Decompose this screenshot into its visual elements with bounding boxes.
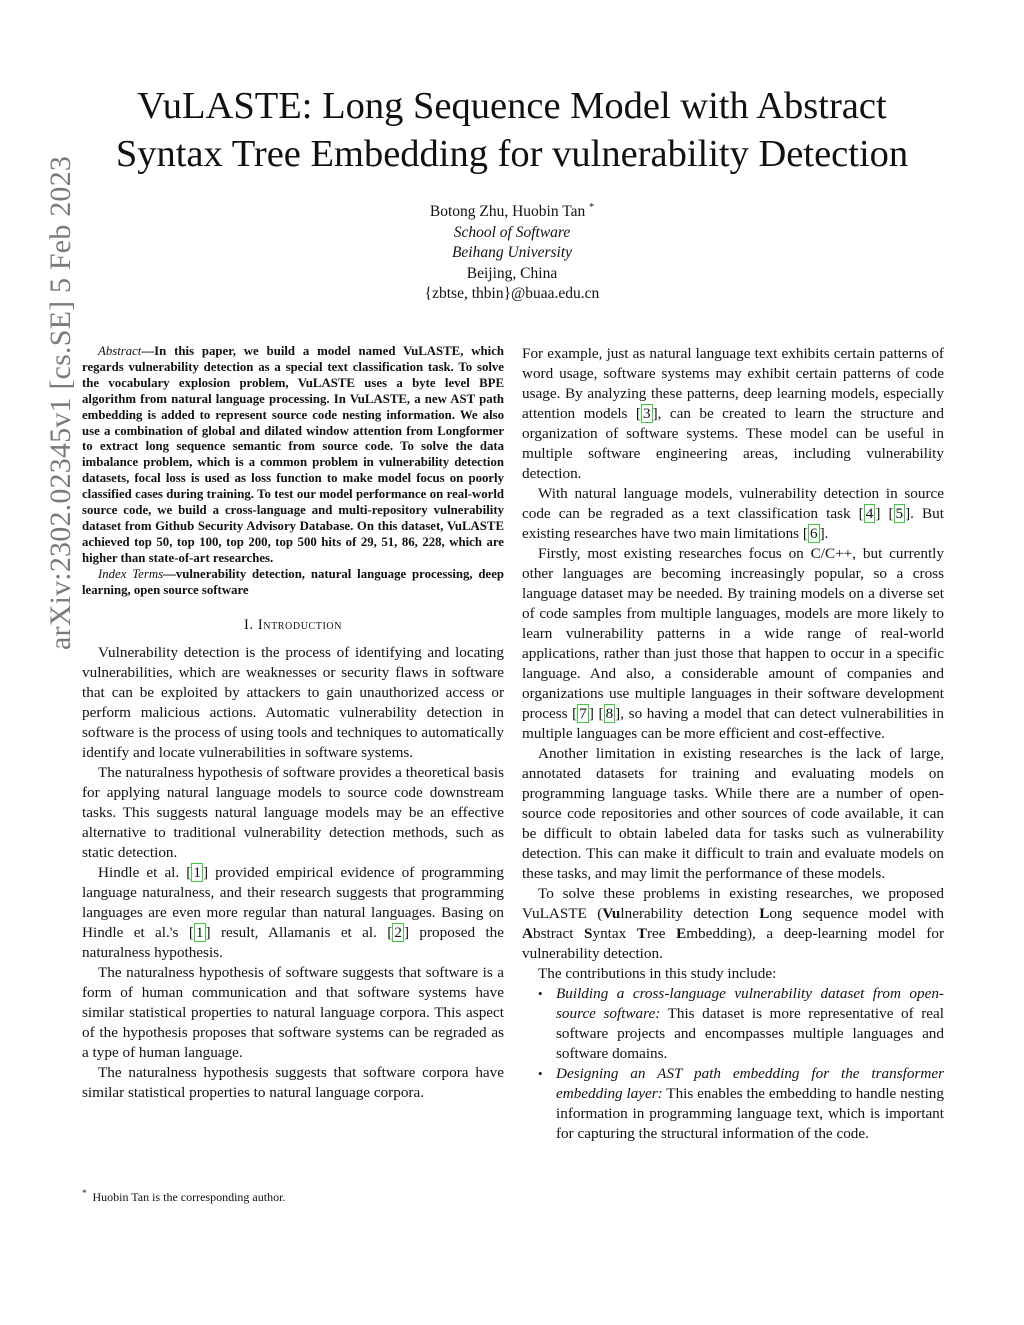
footnote-mark: * <box>82 1188 87 1198</box>
citation-link[interactable]: 4 <box>865 505 874 522</box>
author-names: Botong Zhu, Huobin Tan <box>429 203 586 220</box>
text-span: provided empirical evidence of programming language naturalness, and their research suggests that programming languages are even more regular than natural languages. Basing on Hindle et al.'s <box>82 863 504 941</box>
contribution-text: This enables the embedding to handle nesting information in programming language text, which is important for capturing the structural information of the code. <box>556 1085 944 1142</box>
text-span: For example, just as natural language text exhibits certain patterns of word usage, software systems may exhibit certain patterns of code usage. By analyzing these patterns, deep learning models, especially attention models <box>522 345 944 422</box>
intro-paragraph-4: The naturalness hypothesis of software suggests that software is a form of human communication and that software systems have similar statistical properties to natural language corpora. This aspect of the hypothesis proposes that software systems can be regraded as a type of human language. <box>82 963 504 1061</box>
location: Beijing, China <box>466 264 558 282</box>
contribution-text: This dataset is more representative of real software projects and encompasses multiple languages and software domains. <box>556 1005 944 1062</box>
text-span: result, Allamanis et al. <box>210 923 388 941</box>
university: Beihang University <box>451 244 573 262</box>
text-span: ong sequence model with <box>769 905 944 922</box>
list-item <box>522 1064 944 1144</box>
intro-paragraph-1: Vulnerability detection is the process of identifying and locating vulnerabilities, which are weaknesses or security flaws in software that can be exploited by attackers to gain unauthorized access or perform malicious actions. Automatic vulnerability detection in software is the process of using tools and techniques to automatically identify and locate vulnerabilities in software systems. <box>82 643 504 761</box>
contribution-lead: Building a cross-language vulnerability dataset from open-source software: <box>556 985 944 1022</box>
author-names-line <box>200 202 824 223</box>
left-column <box>82 344 504 1103</box>
abstract-paragraph <box>82 344 504 567</box>
intro-paragraph-6: For example, just as natural language text exhibits certain patterns of word usage, software systems may exhibit certain patterns of code usage. By analyzing these patterns, deep learning models, especially attention models [ 3 ], can be created to learn the structure and organization of software systems. These model can be useful in multiple software engineering areas, including vulnerability detection. <box>522 345 944 482</box>
abstract-text: —In this paper, we build a model named VuLASTE, which regards vulnerability detection as a special text classification task. To solve the vocabulary explosion problem, VuLASTE uses a byte level BPE algorithm from natural language processing. In VuLASTE, a new AST path embedding is added to represent source code nesting information. We also use a combination of global and dilated window attention from Longformer to extract long sequence semantic from source code. To solve the data imbalance problem, which is a common problem in vulnerability detection datasets, focal loss is used as loss function to make model focus on poorly classified cases during training. To test our model performance on real-world source code, we build a cross-language and multi-repository vulnerability dataset from Github Security Advisory Database. On this dataset, VuLASTE achieved top 50, top 100, top 200, top 500 hits of 29, 51, 86, 228, which are higher than state-of-art researches. <box>82 344 504 565</box>
citation-link[interactable]: 3 <box>642 405 651 422</box>
citation-link[interactable]: 2 <box>394 923 402 941</box>
citation-link[interactable]: 7 <box>579 705 587 722</box>
section-heading-introduction: I. Introduction <box>243 616 343 633</box>
text-span: Firstly, most existing researches focus on C/C++, but currently other languages are becoming increasingly popular, so a cross language dataset may be needed. By training models on a diverse set of code samples from multiple languages, models are more likely to learn vulnerability patterns in a wide range of real-world applications, rather than just those that happen to occur in a specific language. And also, a considerable amount of companies and organizations use multiple languages in their software development process <box>522 545 944 722</box>
arxiv-identifier: arXiv:2302.02345v1 [cs.SE] 5 Feb 2023 <box>44 155 77 650</box>
acronym-letter: A <box>522 925 533 942</box>
footnote-text: Huobin Tan is the corresponding author. <box>92 1190 286 1204</box>
footnote <box>82 1186 285 1205</box>
author-mark: * <box>589 201 595 213</box>
bullet-icon: • <box>538 1066 543 1081</box>
text-span: . <box>824 525 829 542</box>
citation-link[interactable]: 8 <box>605 705 614 722</box>
intro-paragraph-7: With natural language models, vulnerability detection in source code can be regraded as a text classification task [ 4 ] [ 5 ]. But existing researches have two main limitations [ 6 ]. <box>522 485 944 542</box>
text-span: With natural language models, vulnerability detection in source code can be regraded as a text classification task <box>522 485 944 522</box>
citation-link[interactable]: 5 <box>895 505 904 522</box>
intro-paragraph-11: The contributions in this study include: <box>538 965 777 982</box>
acronym-letter: S <box>584 925 593 942</box>
text-span: To solve these problems in existing researches, we proposed VuLASTE ( <box>522 885 944 922</box>
abstract-label: Abstract <box>98 344 142 358</box>
acronym-letter: E <box>676 925 687 942</box>
text-span: bstract <box>532 925 585 942</box>
school: School of Software <box>453 223 571 241</box>
intro-paragraph-8: Firstly, most existing researches focus on C/C++, but currently other languages are becoming increasingly popular, so a cross language dataset may be needed. By training models on a diverse set of code samples from multiple languages, models are more likely to learn vulnerability patterns in a wide range of real-world applications, rather than just those that happen to occur in a specific language. And also, a considerable amount of companies and organizations use multiple languages in their software development process [ 7 ] [ 8 ], so having a model that can detect vulnerabilities in multiple languages can be more efficient and cost-effective. <box>522 545 944 742</box>
index-terms-label: Index Terms <box>98 566 164 581</box>
title-line-2: Syntax Tree Embedding for vulnerability Detection <box>115 133 909 175</box>
list-item <box>522 984 944 1064</box>
contributions-list <box>522 984 944 1144</box>
intro-body-right <box>522 344 944 1144</box>
contribution-lead: Designing an AST path embedding for the transformer embedding layer: <box>556 1065 944 1102</box>
acronym-letter: T <box>636 925 647 942</box>
text-span: proposed the naturalness hypothesis. <box>82 923 505 961</box>
author-block <box>200 202 824 305</box>
index-terms-paragraph <box>82 567 504 599</box>
acronym-letter: L <box>759 905 770 922</box>
text-span: , so having a model that can detect vulnerabilities in multiple languages can be more efficient and cost-effective. <box>522 705 944 742</box>
acronym-letter: Vu <box>602 905 621 922</box>
email: {zbtse, thbin}@buaa.edu.cn <box>424 285 600 303</box>
text-span: mbedding), a deep-learning model for vulnerability detection. <box>522 925 945 962</box>
text-span: Hindle et al. <box>98 863 187 881</box>
intro-paragraph-2: The naturalness hypothesis of software provides a theoretical basis for applying natural language models to source code downstream tasks. This suggests natural language models may be an effective alternative to traditional vulnerability detection methods, such as static detection. <box>82 763 504 861</box>
index-terms-text: —vulnerability detection, natural language processing, deep learning, open source software <box>82 566 504 597</box>
citation-link[interactable]: 1 <box>195 923 204 941</box>
citation-link[interactable]: 1 <box>193 863 201 881</box>
title-line-1: VuLASTE: Long Sequence Model with Abstract <box>137 85 887 127</box>
text-span: , can be created to learn the structure and organization of software systems. These model can be useful in multiple software engineering areas, including vulnerability detection. <box>522 405 944 482</box>
bullet-icon: • <box>538 986 543 1001</box>
text-span: yntax <box>592 925 637 942</box>
abstract-block <box>82 344 504 599</box>
right-column <box>522 344 944 1144</box>
text-span <box>880 505 888 522</box>
intro-paragraph-9: Another limitation in existing researches is the lack of large, annotated datasets for training and evaluating models on programming language tasks. While there are a number of open-source code repositories and other sources of code available, it can be difficult to obtain labeled data for tasks such as vulnerability detection. This can make it difficult to train and evaluate models on these tasks, and may limit the performance of these models. <box>522 745 944 882</box>
intro-paragraph-10 <box>522 884 944 964</box>
text-span: . But existing researches have two main limitations <box>522 505 944 542</box>
intro-body-left <box>82 643 504 1103</box>
intro-paragraph-3: Hindle et al. [ 1 ] provided empirical evidence of programming language naturalness, and their research suggests that programming languages are even more regular than natural languages. Basing on Hindle et al.'s [ 1 ] result, Allamanis et al. [ 2 ] proposed the naturalness hypothesis. <box>82 863 505 961</box>
arxiv-sidebar <box>22 155 77 930</box>
citation-link[interactable]: 6 <box>809 525 818 542</box>
paper-title <box>60 82 964 178</box>
text-span: ree <box>646 925 677 942</box>
intro-paragraph-5: The naturalness hypothesis suggests that software corpora have similar statistical properties to natural language corpora. <box>82 1063 504 1101</box>
text-span: lnerability detection <box>620 905 760 922</box>
text-span <box>594 705 599 722</box>
